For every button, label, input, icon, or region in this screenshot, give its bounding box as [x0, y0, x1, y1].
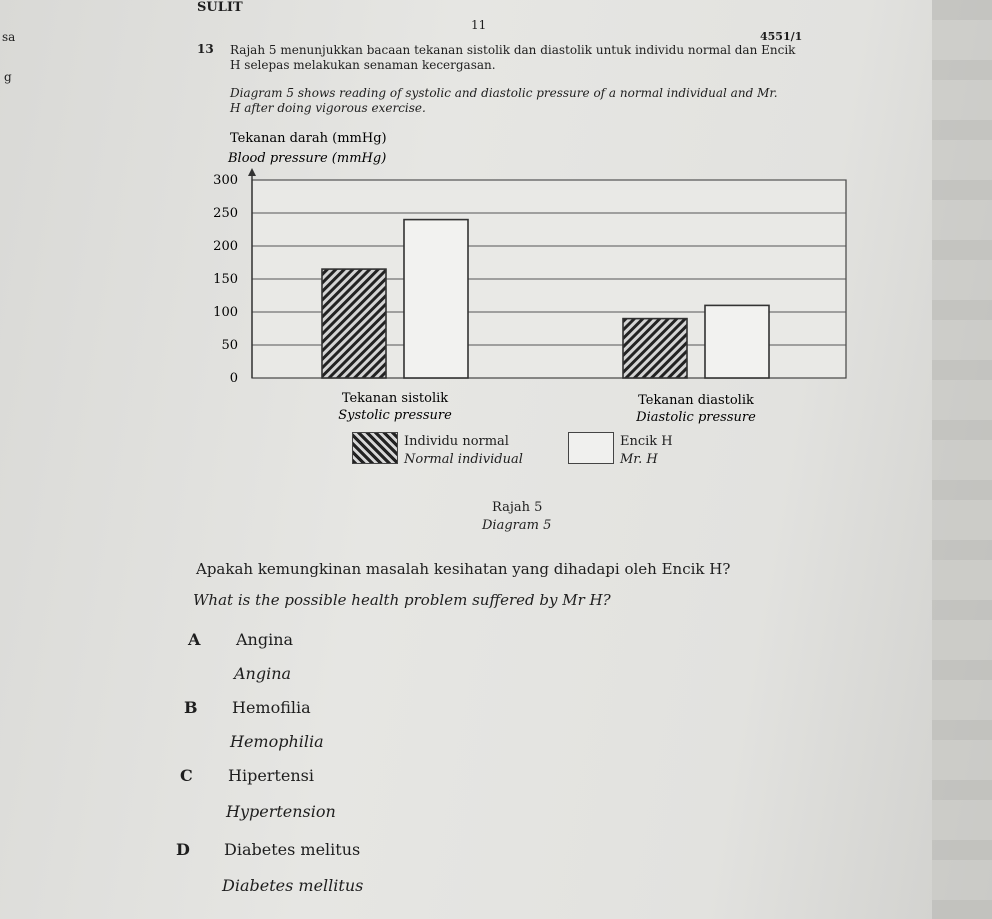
- sulit-label: SULIT: [197, 0, 243, 15]
- y-tick-label: 50: [221, 338, 238, 353]
- option-letter-c: C: [180, 766, 193, 785]
- question-stem-malay: Rajah 5 menunjukkan bacaan tekanan sistolik dan diastolik untuk individu normal dan Encik: [230, 43, 796, 57]
- option-b-english: Hemophilia: [230, 732, 324, 751]
- bar-normal-individual: [623, 319, 687, 378]
- x-category-label-systolic: Tekanan sistolik: [341, 391, 449, 406]
- option-letter-a: A: [188, 630, 201, 649]
- question-ask-english: What is the possible health problem suffered by Mr H?: [193, 591, 611, 609]
- question-stem-english: Diagram 5 shows reading of systolic and diastolic pressure of a normal individual and Mr.: [230, 86, 778, 100]
- y-axis-arrow: [248, 168, 256, 176]
- bar-mr-h: [705, 305, 769, 378]
- option-b-malay: Hemofilia: [232, 698, 311, 717]
- x-category-label-systolic-english: Systolic pressure: [338, 408, 452, 423]
- bar-mr-h: [404, 220, 468, 378]
- y-tick-label: 100: [213, 305, 238, 320]
- option-d-malay: Diabetes melitus: [224, 840, 361, 859]
- margin-text: g: [4, 70, 12, 84]
- legend-label-mr-h-english: Mr. H: [620, 452, 658, 467]
- option-letter-d: D: [176, 840, 190, 859]
- legend-label-normal: Individu normal: [404, 434, 509, 449]
- page-number: 11: [471, 18, 487, 32]
- option-letter-b: B: [184, 698, 198, 717]
- blood-pressure-bar-chart: [190, 131, 870, 480]
- y-axis-label-malay: Tekanan darah (mmHg): [230, 131, 387, 146]
- y-tick-label: 200: [213, 239, 238, 254]
- option-c-english: Hypertension: [226, 802, 336, 821]
- legend-label-normal-english: Normal individual: [404, 452, 523, 467]
- y-axis-label-english: Blood pressure (mmHg): [228, 151, 387, 166]
- legend-swatch-mr-h: [568, 432, 614, 464]
- legend-label-mr-h: Encik H: [620, 434, 673, 449]
- diagram-caption-english: Diagram 5: [482, 518, 552, 533]
- y-tick-label: 0: [229, 371, 238, 386]
- y-tick-label: 300: [213, 173, 238, 188]
- y-tick-label: 150: [213, 272, 238, 287]
- option-a-malay: Angina: [236, 630, 294, 649]
- bar-normal-individual: [322, 269, 386, 378]
- option-a-english: Angina: [234, 664, 292, 683]
- paper-code: 4551/1: [760, 30, 803, 43]
- y-tick-label: 250: [213, 206, 238, 221]
- diagram-caption-malay: Rajah 5: [492, 500, 543, 515]
- option-c-malay: Hipertensi: [228, 766, 314, 785]
- question-stem-malay: H selepas melakukan senaman kecergasan.: [230, 58, 496, 72]
- option-d-english: Diabetes mellitus: [222, 876, 364, 895]
- question-number: 13: [197, 42, 214, 56]
- margin-text: sa: [2, 30, 16, 44]
- x-category-label-diastolic: Tekanan diastolik: [638, 393, 754, 408]
- page-edge-shadow: [932, 0, 992, 919]
- question-stem-english: H after doing vigorous exercise.: [230, 101, 426, 115]
- question-ask-malay: Apakah kemungkinan masalah kesihatan yang dihadapi oleh Encik H?: [196, 560, 731, 578]
- legend-swatch-normal: [352, 432, 398, 464]
- x-category-label-diastolic-english: Diastolic pressure: [636, 410, 756, 425]
